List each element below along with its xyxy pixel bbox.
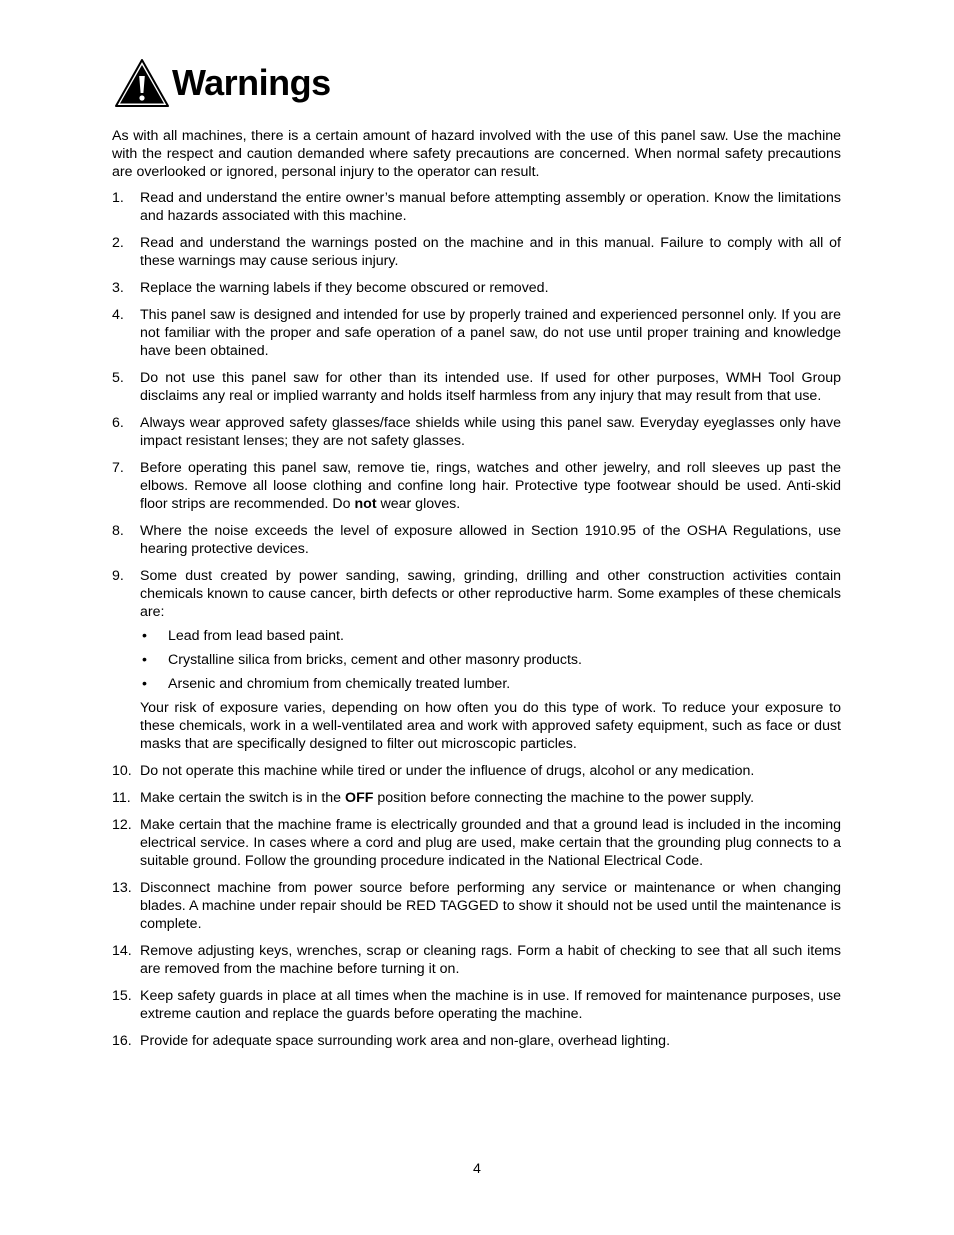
page-number: 4 [473, 1161, 481, 1177]
item-number: 4. [112, 307, 124, 323]
bullet-icon: • [142, 676, 147, 692]
emphasis-text: not [354, 496, 377, 512]
item-number: 15. [112, 988, 132, 1004]
list-item [112, 522, 841, 558]
warnings-content [112, 127, 841, 1059]
item-number: 5. [112, 370, 124, 386]
bullet-item [140, 651, 841, 669]
page-title: Warnings [172, 62, 331, 103]
item-number: 2. [112, 235, 124, 251]
item-text: Keep safety guards in place at all times when the machine is in use. If removed for maintenance purposes, use extreme caution and replace the guards before operating the machine. [140, 988, 841, 1022]
list-item [112, 789, 841, 807]
item-text: Replace the warning labels if they become obscured or removed. [140, 280, 549, 296]
item-number: 6. [112, 415, 124, 431]
item-text: Read and understand the warnings posted on the machine and in this manual. Failure to comply with all of these warnings may cause serious injury. [140, 235, 841, 269]
item-text: Some dust created by power sanding, sawing, grinding, drilling and other construction activities contain chemicals known to cause cancer, birth defects or other reproductive harm. Some examples of these chemicals are: [140, 568, 841, 620]
bullet-item [140, 627, 841, 645]
list-item [112, 189, 841, 225]
item-text: Always wear approved safety glasses/face shields while using this panel saw. Everyday eyeglasses only have impact resistant lenses; they are not safety glasses. [140, 415, 841, 449]
item-text: Where the noise exceeds the level of exposure allowed in Section 1910.95 of the OSHA Regulations, use hearing protective devices. [140, 523, 841, 557]
item-number: 3. [112, 280, 124, 296]
bullet-text: Lead from lead based paint. [168, 628, 344, 644]
item-text: This panel saw is designed and intended for use by properly trained and experienced personnel only. If you are not familiar with the proper and safe operation of a panel saw, do not use until proper training and knowledge have been obtained. [140, 307, 841, 359]
list-item [112, 1032, 841, 1050]
list-item [112, 567, 841, 753]
emphasis-text: OFF [345, 790, 374, 806]
item-body [140, 567, 841, 753]
list-item [112, 459, 841, 513]
intro-paragraph: As with all machines, there is a certain amount of hazard involved with the use of this panel saw. Use the machine with the respect and caution demanded where safety precautions are concerned. When normal safety precautions are overlooked or ignored, personal injury to the operator can result. [112, 128, 841, 180]
list-item [112, 879, 841, 933]
item-text: Do not use this panel saw for other than its intended use. If used for other purposes, WMH Tool Group disclaims any real or implied warranty and holds itself harmless from any injury that may result from that use. [140, 370, 841, 404]
bullet-icon: • [142, 652, 147, 668]
list-item [112, 414, 841, 450]
bullet-text: Crystalline silica from bricks, cement and other masonry products. [168, 652, 582, 668]
list-item [112, 279, 841, 297]
item-number: 11. [112, 790, 131, 806]
list-item [112, 816, 841, 870]
item-number: 9. [112, 568, 124, 584]
list-item [112, 987, 841, 1023]
item-number: 10. [112, 763, 132, 779]
page-header [114, 57, 331, 109]
warning-triangle-icon [114, 58, 170, 108]
list-item [112, 942, 841, 978]
warnings-list [112, 189, 841, 1050]
item-text-part: Make certain the switch is in the [140, 790, 346, 806]
item-number: 14. [112, 943, 132, 959]
item-text: Disconnect machine from power source before performing any service or maintenance or when changing blades. A machine under repair should be RED TAGGED to show it should not be used until the maintenance is complete. [140, 880, 841, 932]
list-item [112, 234, 841, 270]
exposure-paragraph: Your risk of exposure varies, depending on how often you do this type of work. To reduce your exposure to these chemicals, work in a well-ventilated area and work with approved safety equipment, such as face or dust masks that are specifically designed to filter out microscopic particles. [140, 700, 841, 752]
chemicals-bullet-list [140, 627, 841, 693]
item-number: 1. [112, 190, 124, 206]
item-number: 12. [112, 817, 132, 833]
bullet-icon: • [142, 628, 147, 644]
bullet-item [140, 675, 841, 693]
item-text [140, 789, 841, 807]
item-text: Provide for adequate space surrounding work area and non-glare, overhead lighting. [140, 1033, 671, 1049]
item-number: 7. [112, 460, 124, 476]
item-number: 8. [112, 523, 124, 539]
list-item [112, 762, 841, 780]
bullet-text: Arsenic and chromium from chemically treated lumber. [168, 676, 511, 692]
item-text [140, 459, 841, 513]
item-text-part: wear gloves. [376, 496, 461, 512]
item-text-part: position before connecting the machine to the power supply. [373, 790, 755, 806]
item-text: Make certain that the machine frame is electrically grounded and that a ground lead is included in the incoming electrical service. In cases where a cord and plug are used, make certain that the grounding plug connects to a suitable ground. Follow the grounding procedure indicated in the National Electrical Code. [140, 817, 841, 869]
item-number: 16. [112, 1033, 132, 1049]
item-text: Do not operate this machine while tired or under the influence of drugs, alcohol or any medication. [140, 763, 755, 779]
item-text-part: Before operating this panel saw, remove tie, rings, watches and other jewelry, and roll sleeves up past the elbows. Remove all loose clothing and confine long hair. Protective type footwear should be used. Anti-skid floor strips are recommended. Do [140, 460, 841, 512]
item-text: Read and understand the entire owner’s manual before attempting assembly or operation. Know the limitations and hazards associated with this machine. [140, 190, 841, 224]
list-item [112, 369, 841, 405]
list-item [112, 306, 841, 360]
item-text: Remove adjusting keys, wrenches, scrap or cleaning rags. Form a habit of checking to see that all such items are removed from the machine before turning it on. [140, 943, 841, 977]
item-number: 13. [112, 880, 132, 896]
